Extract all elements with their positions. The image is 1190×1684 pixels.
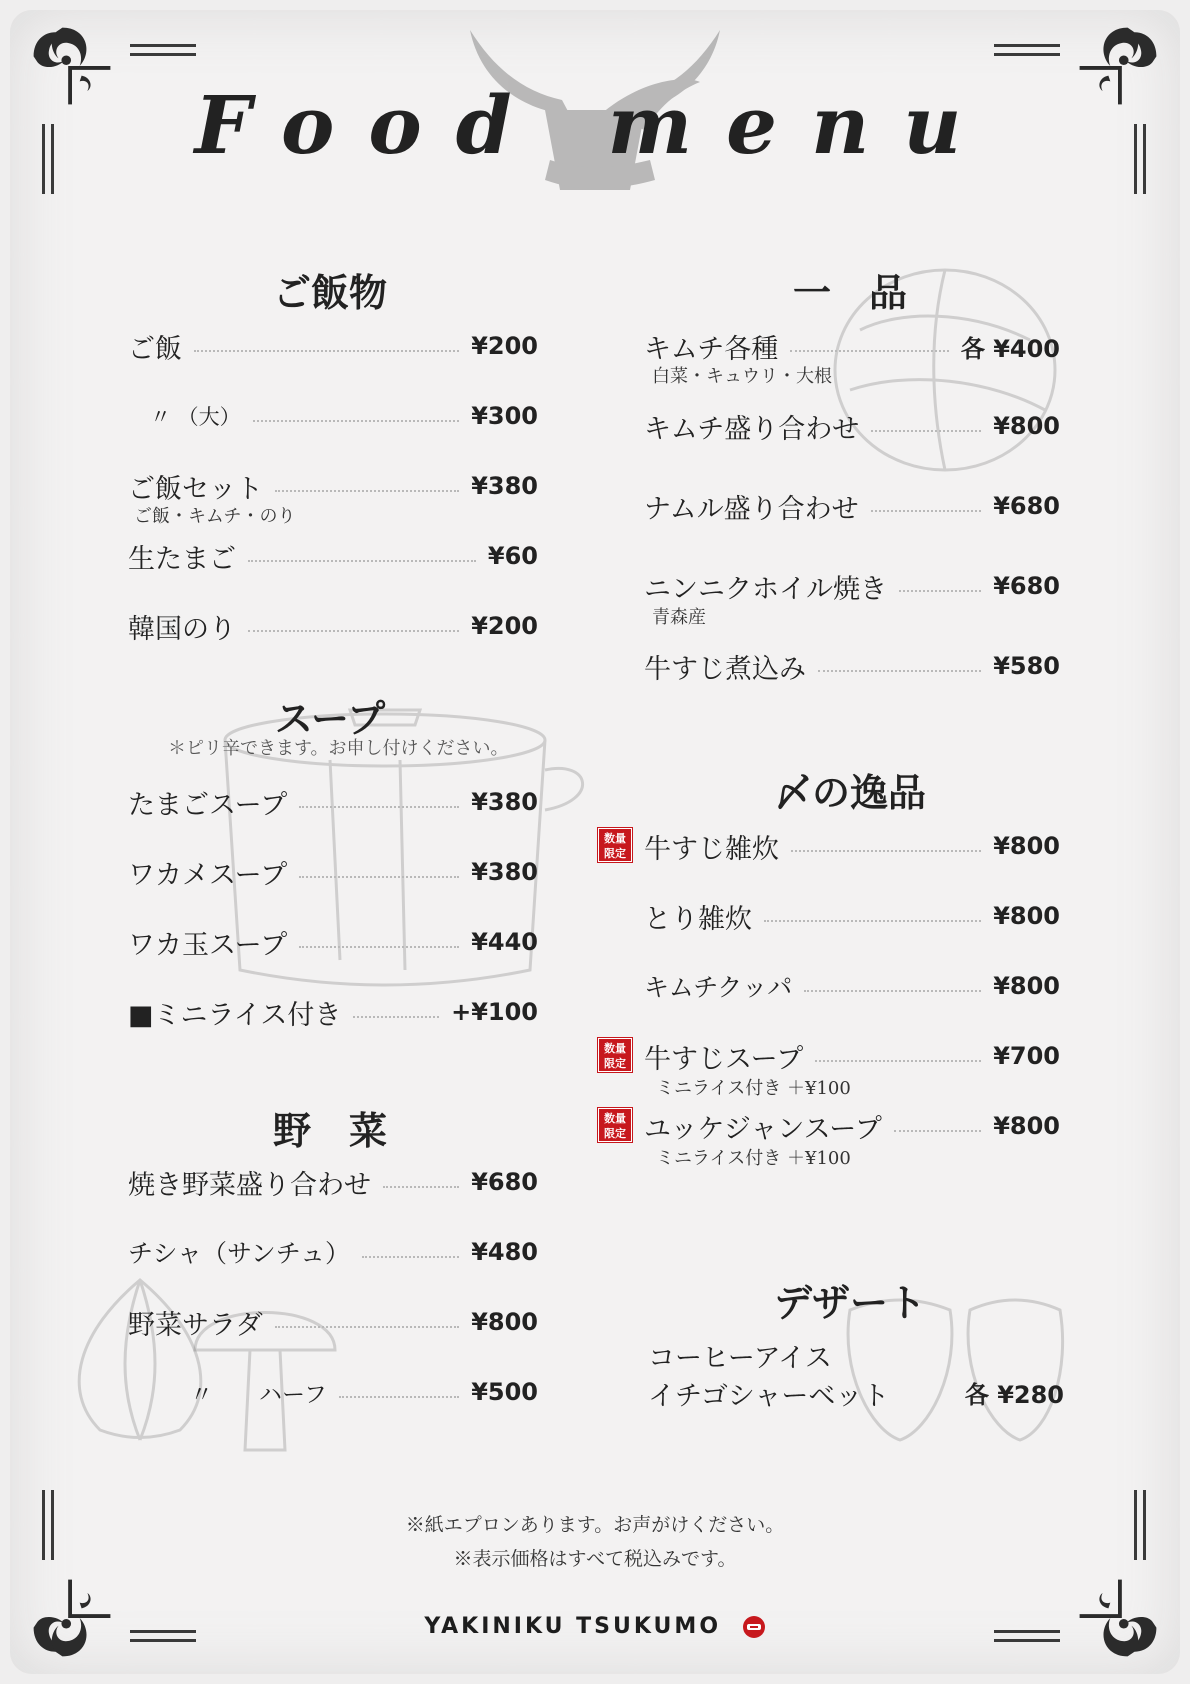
item-price: ¥380 — [471, 472, 538, 500]
section-title-vegetables: 野 菜 — [272, 1108, 387, 1153]
menu-item-gyusuji-soup — [644, 1036, 1060, 1076]
item-price: ¥440 — [471, 928, 538, 956]
menu-item-yasai-mori — [128, 1162, 538, 1202]
menu-item-chisha — [128, 1232, 538, 1272]
item-price: ¥300 — [471, 402, 538, 430]
item-price: ¥800 — [993, 972, 1060, 1000]
item-name: ■ミニライス付き — [128, 999, 342, 1031]
menu-item-tori-zosui — [644, 896, 1060, 936]
border-lines-top-left — [130, 44, 196, 58]
menu-title: Food menu — [194, 78, 996, 172]
item-subtext: 白菜・キュウリ・大根 — [652, 366, 832, 387]
item-price: 各 ¥400 — [960, 334, 1060, 363]
item-price: 各 ¥280 — [964, 1380, 1064, 1409]
item-price: +¥100 — [451, 998, 538, 1026]
item-price: ¥800 — [993, 1112, 1060, 1140]
menu-item-kimchi-moriawase — [644, 406, 1060, 446]
menu-item-yasai-salad — [128, 1302, 538, 1342]
menu-item-wakame-soup — [128, 852, 538, 892]
footer-note-apron: ※紙エプロンあります。お声がけください。 — [405, 1514, 785, 1536]
item-price: ¥380 — [471, 788, 538, 816]
item-price: ¥380 — [471, 858, 538, 886]
item-subtext: ミニライス付き ＋¥100 — [656, 1148, 851, 1169]
item-price: ¥60 — [487, 542, 538, 570]
menu-item-yukgaejang-soup — [644, 1106, 1060, 1146]
dessert-item-coffee-ice: コーヒーアイス — [648, 1343, 832, 1374]
menu-item-gohan-large — [150, 396, 538, 436]
border-lines-top-right — [994, 44, 1060, 58]
section-title-dessert: デザート — [773, 1280, 926, 1325]
item-price: ¥800 — [471, 1308, 538, 1336]
item-price: ¥200 — [471, 332, 538, 360]
item-name: ワカメスープ — [128, 859, 288, 891]
menu-item-kankoku-nori — [128, 606, 538, 646]
dessert-price — [960, 1372, 1064, 1412]
item-name: キムチ各種 — [644, 333, 779, 365]
item-name: ニンニクホイル焼き — [644, 573, 887, 605]
menu-item-gohan — [128, 326, 538, 366]
menu-item-kimchi-kakushu — [644, 326, 1060, 366]
menu-item-gyusuji-nikomi — [644, 646, 1060, 686]
section-title-rice: ご飯物 — [272, 270, 387, 315]
item-name: とり雑炊 — [644, 903, 752, 935]
limited-quantity-badge: 数量 限定 — [598, 1108, 632, 1142]
item-name: 牛すじスープ — [644, 1043, 804, 1075]
item-name: 焼き野菜盛り合わせ — [128, 1169, 371, 1201]
item-name: キムチクッパ — [644, 973, 793, 1002]
item-name: ご飯 — [128, 333, 182, 365]
item-price: ¥800 — [993, 902, 1060, 930]
dessert-item-strawberry-sherbet: イチゴシャーベット — [648, 1381, 890, 1412]
item-name: 生たまご — [128, 543, 236, 575]
footer-note-tax: ※表示価格はすべて税込みです。 — [453, 1548, 737, 1570]
item-subtext: ご飯・キムチ・のり — [134, 506, 296, 527]
menu-item-salad-half — [190, 1372, 538, 1412]
item-name: 野菜サラダ — [128, 1309, 263, 1341]
limited-quantity-badge: 数量 限定 — [598, 1038, 632, 1072]
item-name: 〃 （大） — [150, 405, 241, 429]
menu-item-gyusuji-zosui — [644, 826, 1060, 866]
menu-item-wakatama-soup — [128, 922, 538, 962]
brand-name: YAKINIKU TSUKUMO — [424, 1614, 722, 1639]
item-price: ¥580 — [993, 652, 1060, 680]
section-title-ippin: 一 品 — [792, 270, 907, 315]
item-price: ¥480 — [471, 1238, 538, 1266]
section-title-soup: スープ — [274, 696, 386, 741]
menu-item-mini-rice — [128, 992, 538, 1032]
item-subtext: ミニライス付き ＋¥100 — [656, 1078, 851, 1099]
menu-item-namul-moriawase — [644, 486, 1060, 526]
section-title-shime: 〆の逸品 — [773, 770, 926, 815]
item-price: ¥800 — [993, 412, 1060, 440]
item-name: 牛すじ煮込み — [644, 653, 806, 685]
item-name: チシャ（サンチュ） — [128, 1239, 351, 1268]
item-price: ¥680 — [993, 572, 1060, 600]
item-name: 韓国のり — [128, 613, 236, 645]
menu-item-ninniku-foil — [644, 566, 1060, 606]
item-price: ¥680 — [993, 492, 1060, 520]
menu-item-nama-tamago — [128, 536, 538, 576]
item-name: たまごスープ — [128, 789, 288, 821]
item-price: ¥500 — [471, 1378, 538, 1406]
item-name: ご飯セット — [128, 473, 263, 505]
brand-logo-icon — [742, 1615, 766, 1639]
item-name: 牛すじ雑炊 — [644, 833, 779, 865]
item-subtext: 青森産 — [652, 607, 706, 628]
item-price: ¥800 — [993, 832, 1060, 860]
item-name: ナムル盛り合わせ — [644, 493, 859, 525]
soup-note: ＊ピリ辛できます。お申し付けください。 — [168, 738, 509, 759]
item-price: ¥700 — [993, 1042, 1060, 1070]
item-name: 〃 ハーフ — [190, 1381, 327, 1408]
item-name: ワカ玉スープ — [128, 929, 288, 961]
item-name: キムチ盛り合わせ — [644, 413, 860, 445]
item-name: ユッケジャンスープ — [644, 1113, 882, 1145]
menu-item-tamago-soup — [128, 782, 538, 822]
menu-item-kimchi-kuppa — [644, 966, 1060, 1006]
limited-quantity-badge: 数量 限定 — [598, 828, 632, 862]
menu-item-gohan-set — [128, 466, 538, 506]
item-price: ¥680 — [471, 1168, 538, 1196]
brand-footer — [0, 1614, 1190, 1639]
item-price: ¥200 — [471, 612, 538, 640]
